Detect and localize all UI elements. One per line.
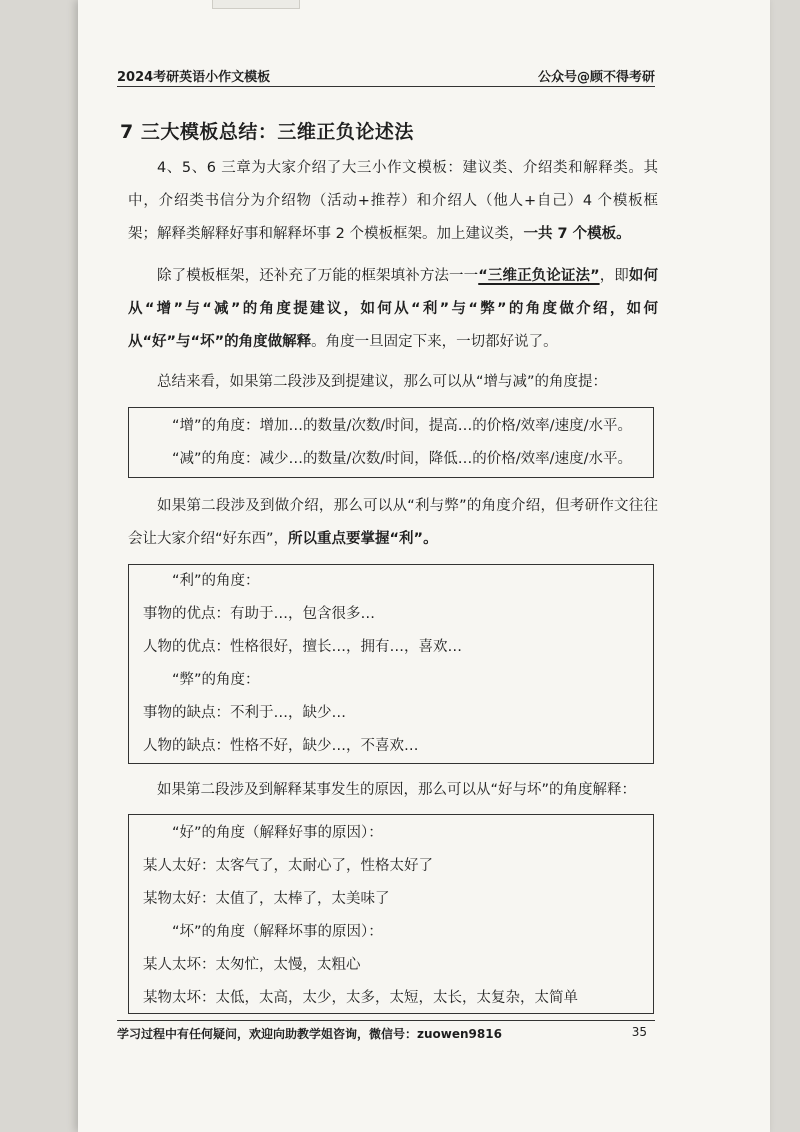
paragraph-intro-bold: 一共 7 个模板。 <box>523 226 631 242</box>
good-thing: 某物太好：太值了，太棒了，太美味了 <box>143 891 390 907</box>
header-book-title: 2024考研英语小作文模板 <box>117 70 271 85</box>
bad-thing: 某物太坏：太低，太高，太少，太多，太短，太长，太复杂，太简单 <box>143 990 578 1006</box>
decrease-angle: “减”的角度：减少…的数量/次数/时间，降低…的价格/效率/速度/水平。 <box>172 451 632 467</box>
running-header <box>117 62 655 87</box>
page-footer <box>117 1020 655 1042</box>
header-account: 公众号@顾不得考研 <box>537 70 655 85</box>
paragraph-method <box>128 260 658 359</box>
pros-thing: 事物的优点：有助于…，包含很多… <box>143 606 375 622</box>
paragraph-introduction-bold: 所以重点要掌握“利”。 <box>288 531 438 547</box>
cons-thing: 事物的缺点：不利于…，缺少… <box>143 705 346 721</box>
paragraph-explanation: 如果第二段涉及到解释某事发生的原因，那么可以从“好与坏”的角度解释： <box>157 782 637 798</box>
cons-person: 人物的缺点：性格不好，缺少…，不喜欢… <box>143 738 419 754</box>
section-title: 7 三大模板总结：三维正负论述法 <box>120 121 414 143</box>
footer-contact: 学习过程中有任何疑问，欢迎向助教学姐咨询，微信号：zuowen9816 <box>117 1027 502 1041</box>
paragraph-introduction-text: 如果第二段涉及到做介绍，那么可以从“利与弊”的角度介绍，但考研作文往往会让大家介绍“好东西”， <box>128 498 658 547</box>
pros-heading: “利”的角度： <box>172 573 260 589</box>
increase-angle: “增”的角度：增加…的数量/次数/时间，提高…的价格/效率/速度/水平。 <box>172 418 632 434</box>
cons-heading: “弊”的角度： <box>172 672 260 688</box>
page-number: 35 <box>631 1025 647 1039</box>
bad-person: 某人太坏：太匆忙，太慢，太粗心 <box>143 957 361 973</box>
good-bad-box <box>128 814 654 1014</box>
paragraph-method-text-3: 。角度一旦固定下来，一切都好说了。 <box>311 334 558 350</box>
paragraph-suggestion: 总结来看，如果第二段涉及到提建议，那么可以从“增与减”的角度提： <box>157 374 608 390</box>
bad-heading: “坏”的角度（解释坏事的原因）： <box>172 924 383 940</box>
paragraph-method-bold: 如何从“增”与“减”的角度提建议，如何从“利”与“弊”的角度做介绍，如何从“好”与“坏”的角度做解释 <box>128 268 659 350</box>
good-person: 某人太好：太客气了，太耐心了，性格太好了 <box>143 858 433 874</box>
paragraph-intro <box>128 152 658 251</box>
suggestion-box <box>128 407 654 478</box>
good-heading: “好”的角度（解释好事的原因）： <box>172 825 383 841</box>
paragraph-intro-text: 4、5、6 三章为大家介绍了大三小作文模板：建议类、介绍类和解释类。其中，介绍类书信分为介绍物（活动+推荐）和介绍人（他人+自己）4 个模板框架；解释类解释好事和解释坏事 2 个模板框架。加上建议类， <box>128 160 658 242</box>
method-name-underlined: “三维正负论证法” <box>478 268 600 284</box>
paragraph-introduction <box>128 490 658 556</box>
paragraph-method-text-2: ，即 <box>599 268 629 284</box>
paragraph-method-text-1: 除了模板框架，还补充了万能的框架填补方法一一 <box>157 268 479 284</box>
pros-person: 人物的优点：性格很好，擅长…，拥有…，喜欢… <box>143 639 462 655</box>
pros-cons-box <box>128 564 654 764</box>
page-edge-sliver <box>212 0 300 9</box>
